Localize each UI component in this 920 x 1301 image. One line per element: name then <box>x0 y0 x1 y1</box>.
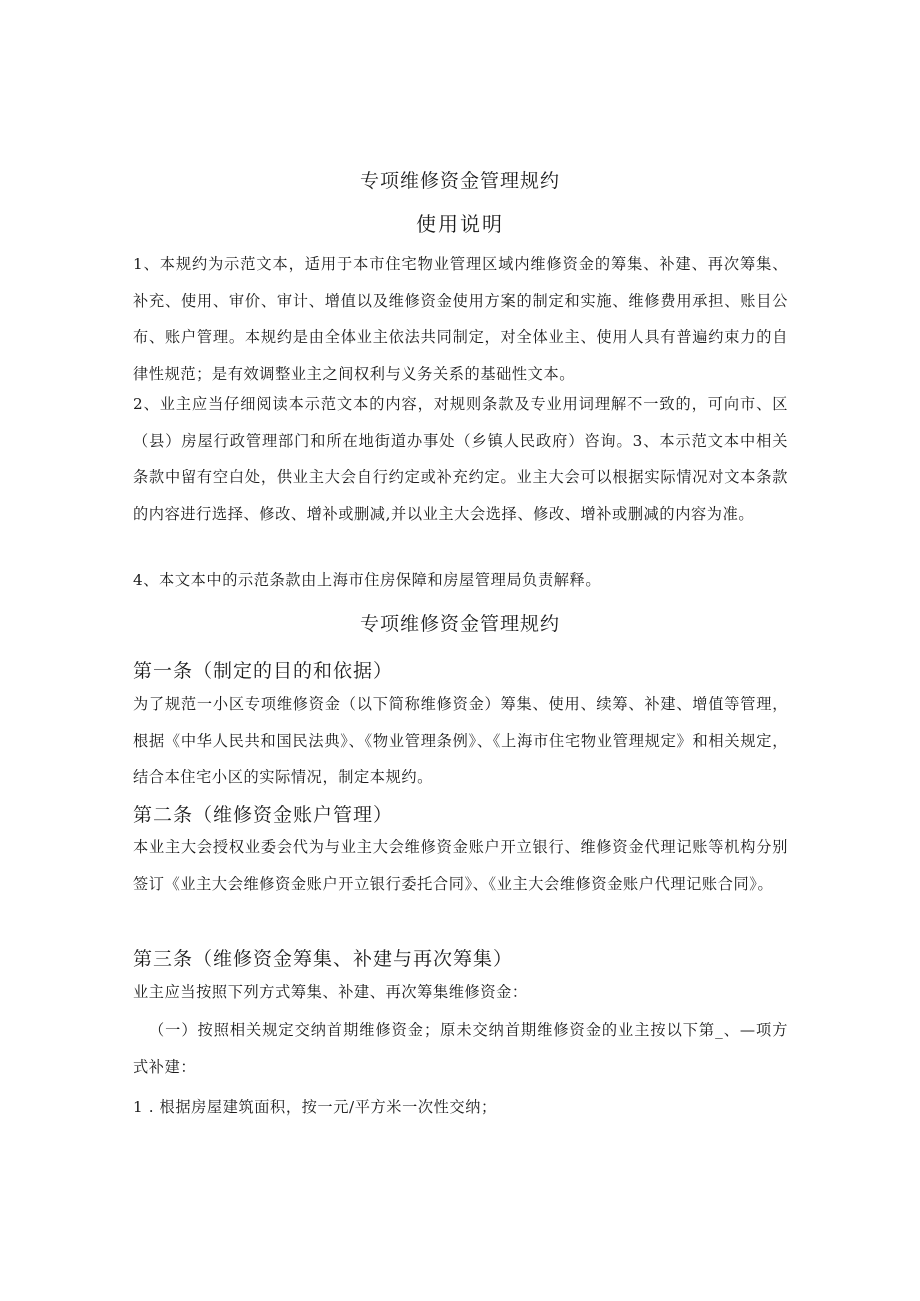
instructions-heading: 使用说明 <box>416 212 504 236</box>
instruction-paragraph-1: 1、本规约为示范文本，适用于本市住宅物业管理区域内维修资金的筹集、补建、再次筹集、补充、使用、审价、审计、增值以及维修资金使用方案的制定和实施、维修费用承担、账目公布、账户管理。本规约是由全体业主依法共同制定，对全体业主、使用人具有普遍约束力的自律性规范；是有效调整业主之间权利与义务关系的基础性文本。 <box>133 255 788 383</box>
document-title: 专项维修资金管理规约 <box>359 170 560 192</box>
clause-1: （一）按照相关规定交纳首期维修资金；原未交纳首期维修资金的业主按以下第_、—项方式补建： <box>133 1021 788 1076</box>
clause-1-item-1: 1 . 根据房屋建筑面积，按一元/平方米一次性交纳； <box>133 1098 497 1116</box>
article-2-heading: 第二条（维修资金账户管理） <box>133 804 394 826</box>
article-3-heading: 第三条（维修资金筹集、补建与再次筹集） <box>133 948 514 970</box>
article-2-body: 本业主大会授权业委会代为与业主大会维修资金账户开立银行、维修资金代理记账等机构分别签订《业主大会维修资金账户开立银行委托合同》、《业主大会维修资金账户代理记账合同》。 <box>133 838 788 893</box>
article-1-body: 为了规范一小区专项维修资金（以下简称维修资金）筹集、使用、续筹、补建、增值等管理，根据《中华人民共和国民法典》、《物业管理条例》、《上海市住宅物业管理规定》和相关规定，结合本住宅小区的实际情况，制定本规约。 <box>133 695 788 786</box>
main-title: 专项维修资金管理规约 <box>359 613 560 635</box>
article-1-heading: 第一条（制定的目的和依据） <box>133 660 394 682</box>
article-3-body: 业主应当按照下列方式筹集、补建、再次筹集维修资金： <box>133 983 528 1001</box>
instruction-paragraph-2: 2、业主应当仔细阅读本示范文本的内容，对规则条款及专业用词理解不一致的，可向市、区（县）房屋行政管理部门和所在地街道办事处（乡镇人民政府）咨询。3、本示范文本中相关条款中留有空白处，供业主大会自行约定或补充约定。业主大会可以根据实际情况对文本条款的内容进行选择、修改、增补或删减,并以业主大会选择、修改、增补或删减的内容为准。 <box>133 395 788 523</box>
instruction-paragraph-3: 4、本文本中的示范条款由上海市住房保障和房屋管理局负责解释。 <box>133 571 602 589</box>
